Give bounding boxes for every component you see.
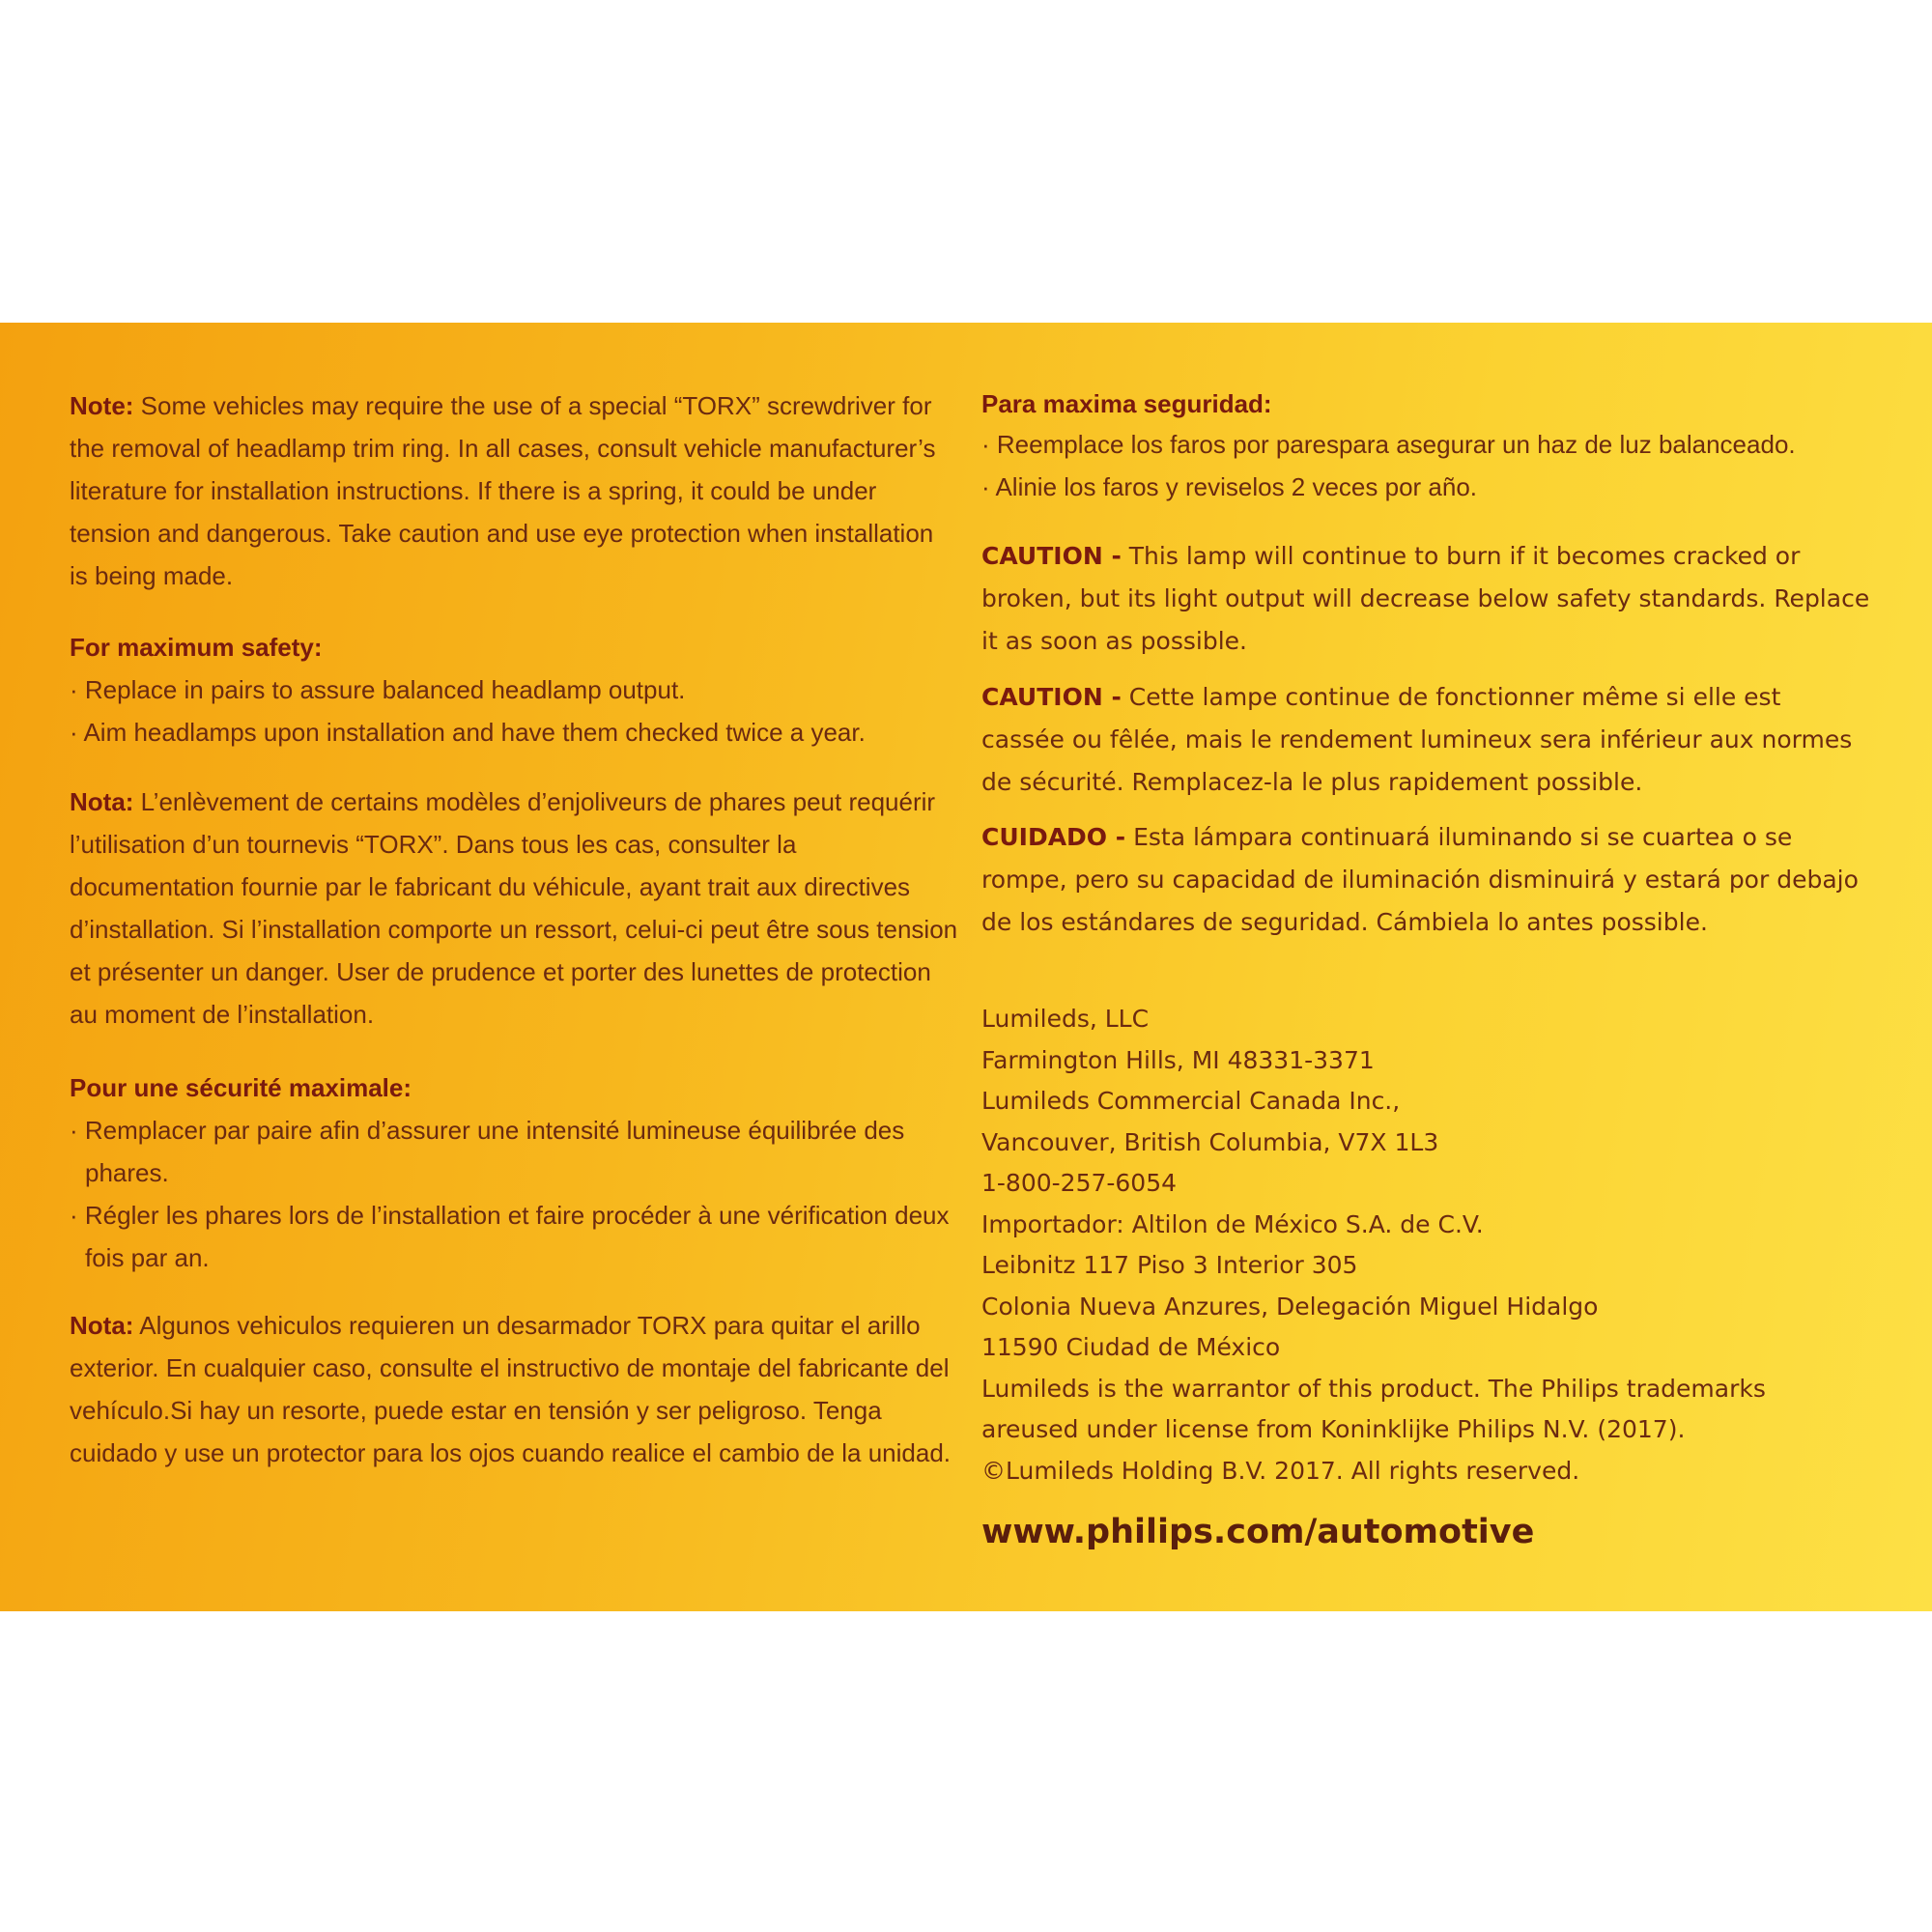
safety-english-list (70, 668, 866, 753)
website-url: www.philips.com/automotive (981, 1513, 1535, 1551)
copyright-line: ©Lumileds Holding B.V. 2017. All rights reserved. (981, 1456, 1580, 1485)
note-french-label: Nota: (70, 787, 134, 816)
caution-english (981, 535, 1870, 663)
note-spanish (70, 1304, 958, 1474)
caution-english-text: This lamp will continue to burn if it becomes cracked or broken, but its light output will decrease below safety standards. Replace it as soon as possible. (981, 542, 1870, 655)
list-item: · Reemplace los faros por parespara asegurar un haz de luz balanceado. (981, 423, 1796, 466)
address-line: Importador: Altilon de México S.A. de C.V. (981, 1209, 1484, 1238)
instruction-panel (0, 323, 1932, 1611)
safety-french-heading: Pour une sécurité maximale: (70, 1073, 412, 1102)
list-item: · Replace in pairs to assure balanced headlamp output. (70, 668, 866, 711)
safety-french-list (70, 1109, 958, 1279)
list-item: · Remplacer par paire afin d’assurer une intensité lumineuse équilibrée des phares. (70, 1109, 958, 1194)
address-line: Lumileds, LLC (981, 1005, 1150, 1033)
caution-spanish-text: Esta lámpara continuará iluminando si se cuartea o se rompe, pero su capacidad de iluminación disminuirá y estará por debajo de los estándares de seguridad. Cámbiela lo antes possible. (981, 823, 1859, 936)
address-line: Lumileds Commercial Canada Inc., (981, 1087, 1401, 1115)
warranty-line: Lumileds is the warrantor of this product. The Philips trademarks (981, 1374, 1766, 1403)
company-address-block (981, 999, 1766, 1492)
note-english-label: Note: (70, 391, 134, 420)
note-english-text: Some vehicles may require the use of a special “TORX” screwdriver for the removal of headlamp trim ring. In all cases, consult vehicle manufacturer’s literature for installation instructions. If there is a spring, it could be under tension and dangerous. Take caution and use eye protection when installation is being made. (70, 391, 936, 590)
safety-spanish-heading: Para maxima seguridad: (981, 389, 1272, 418)
caution-spanish-label: CUIDADO - (981, 823, 1126, 851)
list-item: · Aim headlamps upon installation and have them checked twice a year. (70, 711, 866, 753)
caution-french-text: Cette lampe continue de fonctionner même si elle est cassée ou fêlée, mais le rendement lumineux sera inférieur aux normes de sécurité. Remplacez-la le plus rapidement possible. (981, 683, 1853, 796)
note-french (70, 781, 958, 1036)
address-line: Colonia Nueva Anzures, Delegación Miguel Hidalgo (981, 1292, 1599, 1321)
note-french-text: L’enlèvement de certains modèles d’enjoliveurs de phares peut requérir l’utilisation d’un tournevis “TORX”. Dans tous les cas, consulter la documentation fournie par le fabricant du véhicule, ayant trait aux directives d’installation. Si l’installation comporte un ressort, celui-ci peut être sous tension et présenter un danger. User de prudence et porter des lunettes de protection au moment de l’installation. (70, 787, 958, 1029)
list-item: · Régler les phares lors de l’installation et faire procéder à une vérification deux fois par an. (70, 1194, 958, 1279)
address-line: Farmington Hills, MI 48331-3371 (981, 1045, 1375, 1074)
caution-french (981, 676, 1870, 804)
address-line: Leibnitz 117 Piso 3 Interior 305 (981, 1251, 1358, 1279)
safety-spanish-list (981, 423, 1796, 508)
address-line: Vancouver, British Columbia, V7X 1L3 (981, 1127, 1439, 1156)
note-english (70, 384, 958, 597)
trademark-line: areused under license from Koninklijke Philips N.V. (2017). (981, 1415, 1686, 1443)
caution-french-label: CAUTION - (981, 683, 1122, 711)
list-item: · Alinie los faros y reviselos 2 veces por año. (981, 466, 1796, 508)
note-spanish-text: Algunos vehiculos requieren un desarmador TORX para quitar el arillo exterior. En cualquier caso, consulte el instructivo de montaje del fabricante del vehículo.Si hay un resorte, puede estar en tensión y ser peligroso. Tenga cuidado y use un protector para los ojos cuando realice el cambio de la unidad. (70, 1311, 952, 1467)
safety-english-heading: For maximum safety: (70, 633, 323, 662)
caution-english-label: CAUTION - (981, 542, 1122, 570)
phone-number: 1-800-257-6054 (981, 1169, 1178, 1197)
address-line: 11590 Ciudad de México (981, 1333, 1281, 1361)
note-spanish-label: Nota: (70, 1311, 134, 1340)
caution-spanish (981, 816, 1870, 944)
